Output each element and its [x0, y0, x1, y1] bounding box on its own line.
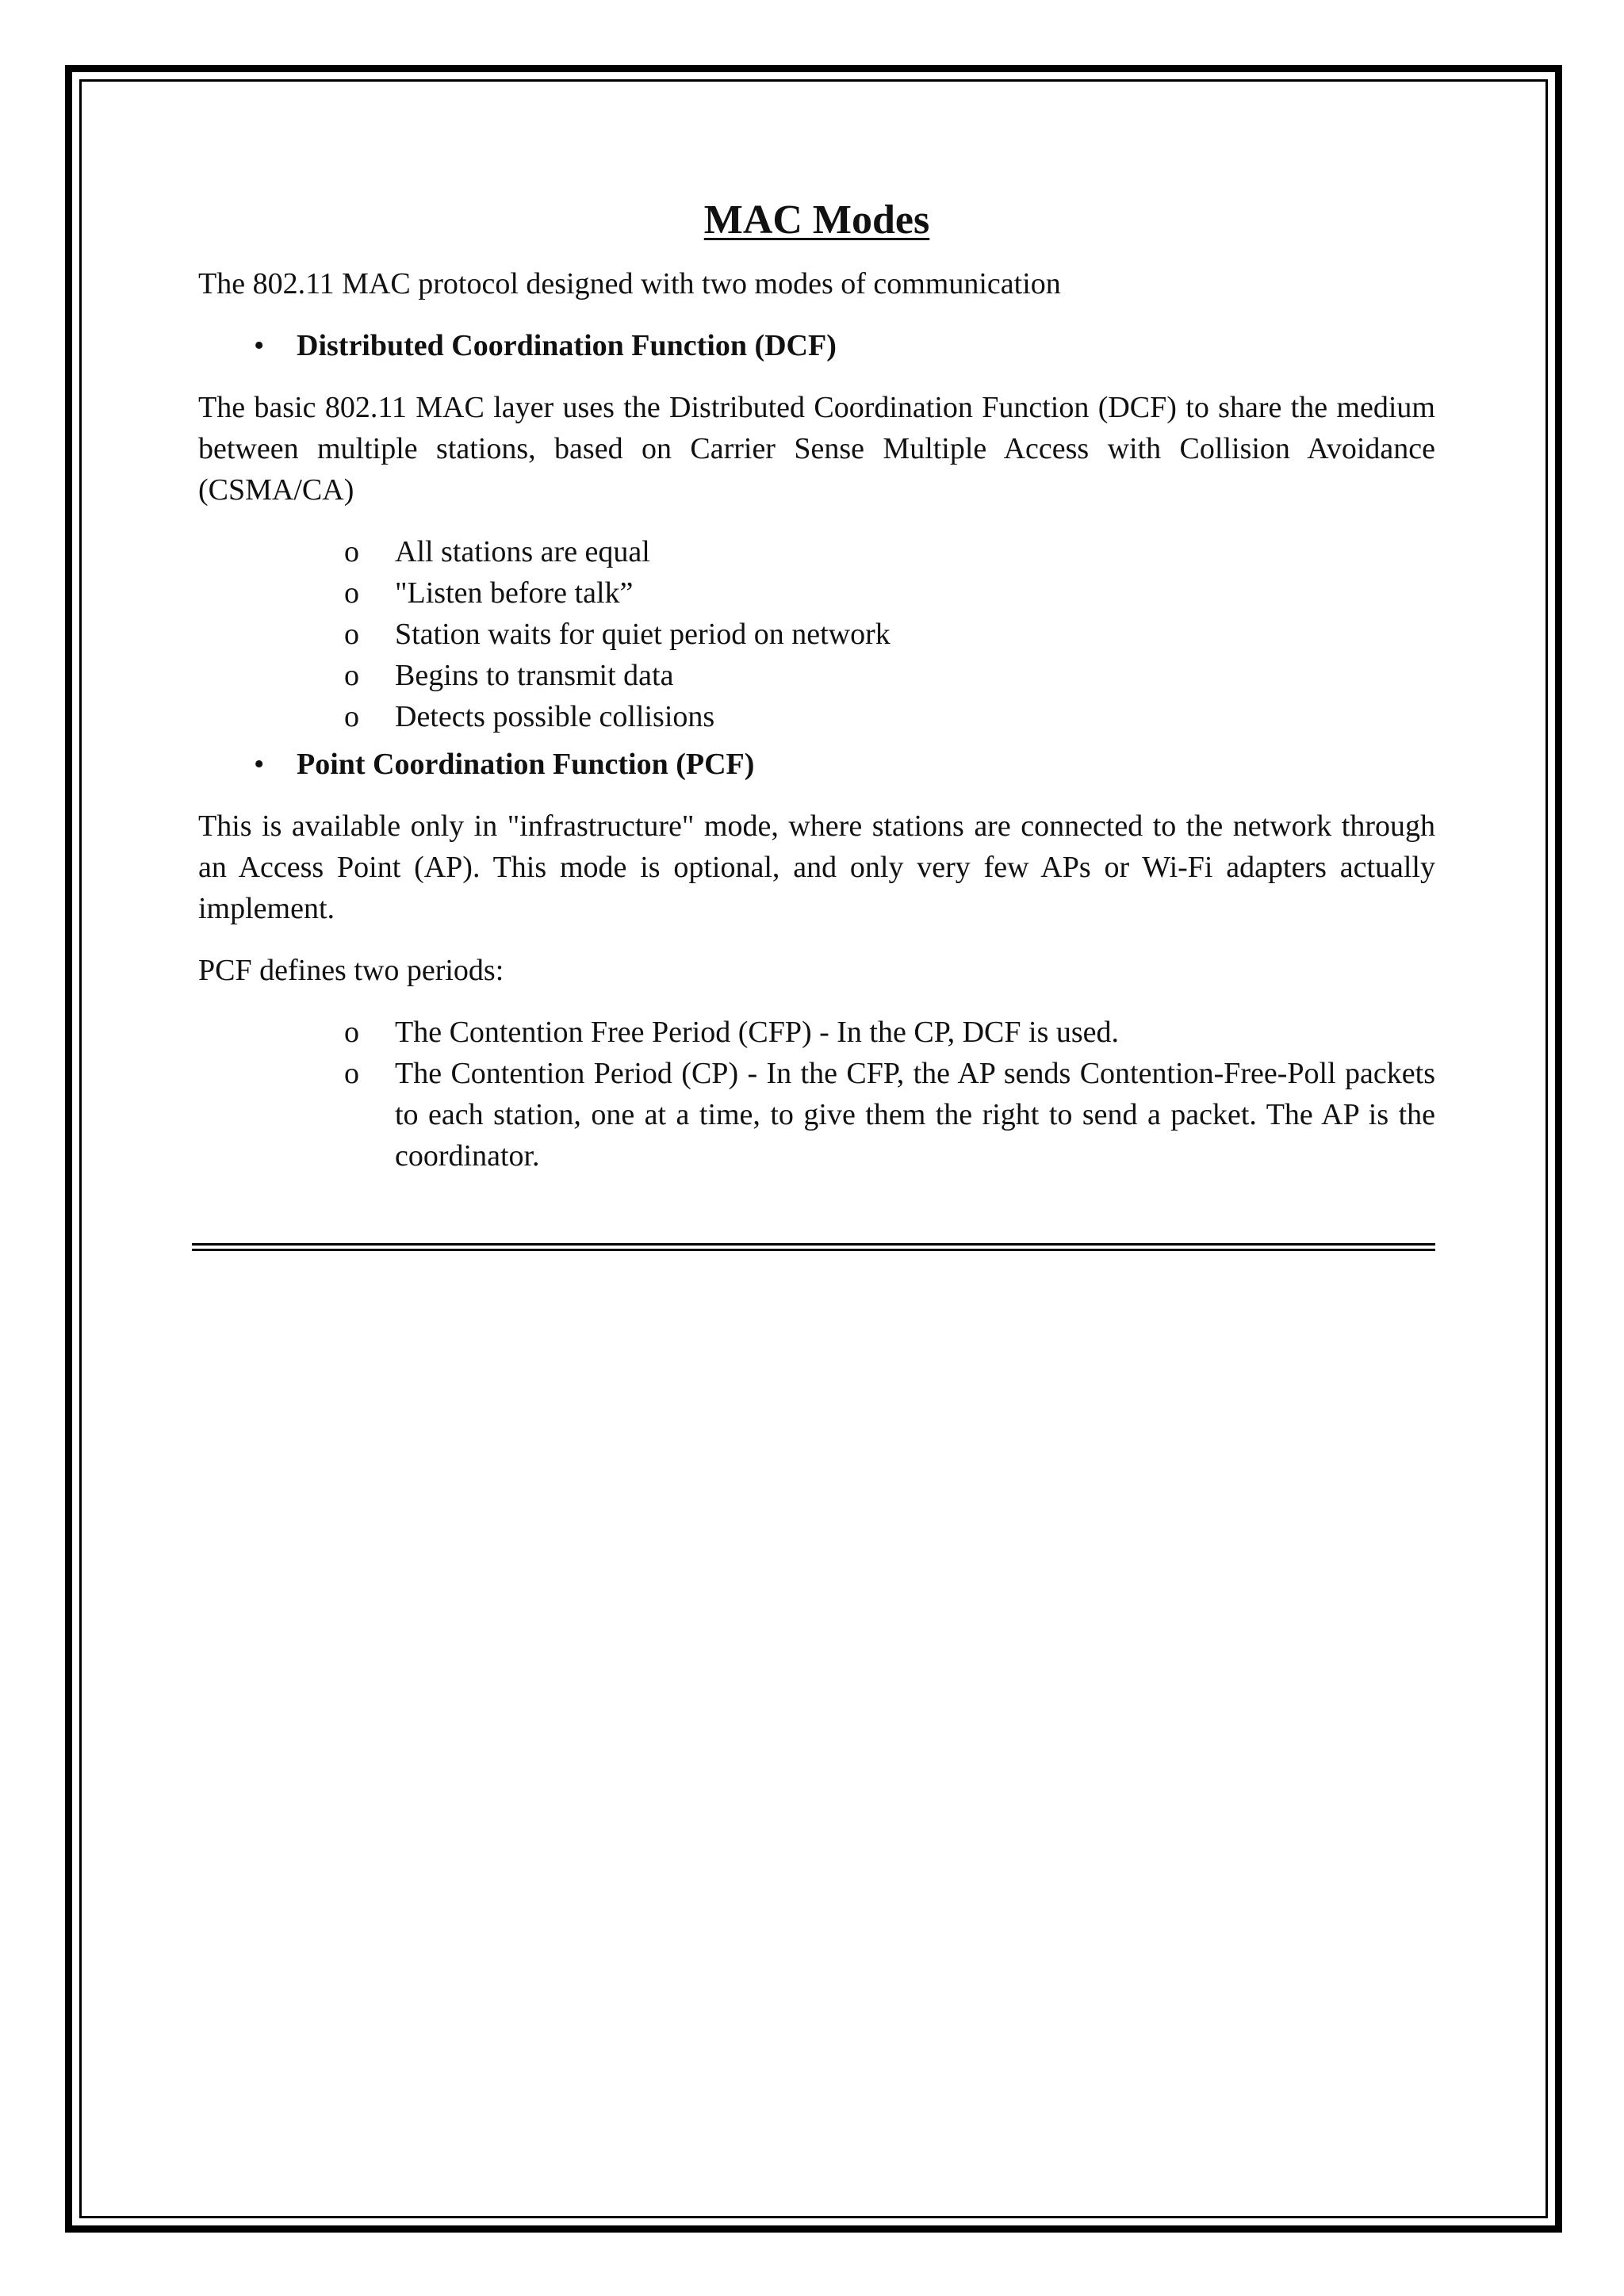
section-divider-bottom [192, 1249, 1435, 1251]
document-body [198, 182, 1435, 1183]
dcf-heading-item [198, 325, 1435, 366]
sub-bullet-icon: o [344, 659, 359, 692]
sub-bullet-icon: o [344, 535, 359, 568]
pcf-periods-list [198, 1012, 1435, 1177]
dcf-heading: Distributed Coordination Function (DCF) [297, 329, 837, 362]
intro-paragraph: The 802.11 MAC protocol designed with two modes of communication [198, 267, 1061, 300]
dcf-description: The basic 802.11 MAC layer uses the Distributed Coordination Function (DCF) to share the medium between multiple stations, based on Carrier Sense Multiple Access with Collision Avoidance (CSMA/CA) [198, 391, 1435, 507]
list-item: o "Listen before talk” [198, 572, 1435, 614]
list-item: o Detects possible collisions [198, 696, 1435, 737]
list-item: o All stations are equal [198, 531, 1435, 572]
page-title: MAC Modes [703, 197, 930, 243]
sub-bullet-icon: o [344, 576, 359, 610]
bullet-icon: • [254, 748, 265, 781]
bullet-icon: • [254, 329, 265, 362]
list-item: o Begins to transmit data [198, 655, 1435, 696]
pcf-periods-intro: PCF defines two periods: [198, 954, 504, 987]
list-item: o The Contention Period (CP) - In the CFP, the AP sends Contention-Free-Poll packets to each station, one at a time, to give them the right to send a packet. The AP is the coordinator. [198, 1053, 1435, 1177]
pcf-description: This is available only in "infrastructure" mode, where stations are connected to the network through an Access Point (AP). This mode is optional, and only very few APs or Wi-Fi adapters actually implement. [198, 809, 1435, 925]
section-divider-top [192, 1243, 1435, 1246]
sub-bullet-icon: o [344, 618, 359, 651]
dcf-points-list [198, 531, 1435, 737]
sub-bullet-icon: o [344, 700, 359, 733]
pcf-heading-item [198, 744, 1435, 785]
list-item: o The Contention Free Period (CFP) - In the CP, DCF is used. [198, 1012, 1435, 1053]
sub-bullet-icon: o [344, 1057, 359, 1090]
list-item: o Station waits for quiet period on network [198, 614, 1435, 655]
sub-bullet-icon: o [344, 1016, 359, 1049]
pcf-heading: Point Coordination Function (PCF) [297, 748, 755, 781]
